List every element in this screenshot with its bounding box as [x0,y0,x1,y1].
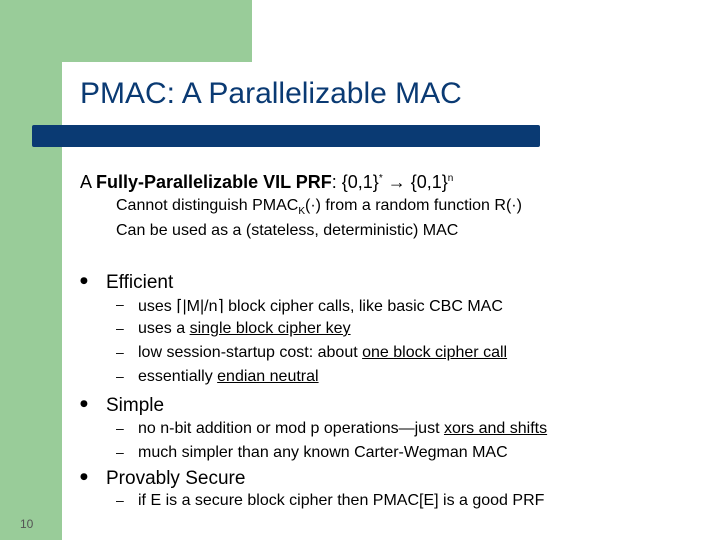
section-label: Efficient [106,272,174,293]
intro-suffix: : {0,1} [331,172,379,192]
section-label: Simple [106,395,165,416]
text-span: uses ⌈|M|/n⌉ block cipher calls, like basic CBC MAC [138,298,503,315]
sub-line-1-pre: Cannot distinguish PMAC [116,197,299,214]
bullet-dot-icon: ● [80,472,88,482]
sub-line-1 [116,197,522,217]
intro-line [80,172,453,193]
arrow-icon: → [387,172,406,192]
text-span: if E is a secure block cipher then PMAC[E] is a good PRF [138,492,545,509]
list-item [138,444,508,462]
underlined-text: xors and shifts [443,420,548,437]
dash-icon: – [116,320,124,336]
list-item [138,320,351,338]
text-span: much simpler than any known Carter-Wegman MAC [138,444,508,461]
underlined-text: endian neutral [217,368,319,385]
section-label: Provably Secure [106,468,246,489]
background-green-corner [0,0,252,62]
slide-title: PMAC: A Parallelizable MAC [80,77,462,110]
underlined-text: single block cipher key [189,320,351,337]
intro-prefix: A [80,172,97,192]
dash-icon: – [116,344,124,360]
list-item [138,420,547,438]
sub-line-2: Can be used as a (stateless, deterministic) MAC [116,222,459,239]
intro-sup2: n [447,173,454,184]
list-item [138,296,503,316]
slide-number: 10 [20,517,34,531]
list-item [138,368,319,386]
text-span: essentially [138,368,218,385]
intro-suffix2: {0,1} [405,172,448,192]
dash-icon: – [116,420,124,436]
dash-icon: – [116,296,124,312]
dash-icon: – [116,368,124,384]
sub-line-1-sub: K [298,206,305,218]
text-span: no n-bit addition or mod p operations—just [138,420,444,437]
title-underline-bar [32,125,540,147]
background-green-band [0,0,62,540]
underlined-text: one block cipher call [362,344,508,361]
dash-icon: – [116,492,124,508]
bullet-dot-icon: ● [80,399,88,409]
dash-icon: – [116,444,124,460]
text-span: low session-startup cost: about [138,344,363,361]
list-item [138,492,544,510]
intro-sup: * [378,173,383,184]
sub-line-1-post: (·) from a random function R(·) [304,197,522,214]
bullet-dot-icon: ● [80,276,88,286]
intro-bold: Fully-Parallelizable VIL PRF [96,172,332,192]
list-item [138,344,507,362]
text-span: uses a [138,320,190,337]
